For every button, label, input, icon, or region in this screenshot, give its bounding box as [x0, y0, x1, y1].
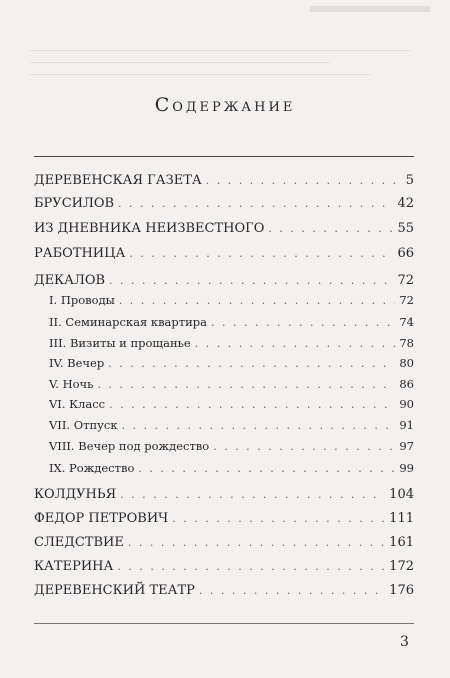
toc-entry-title: РАБОТНИЦА — [34, 246, 126, 261]
bottom-rule — [34, 623, 414, 624]
dot-leader — [109, 274, 393, 287]
dot-leader — [268, 222, 393, 235]
toc-entry — [34, 418, 414, 432]
toc-entry-page: 176 — [389, 583, 414, 598]
toc-entry-title: III. Визиты и прощанье — [49, 336, 191, 350]
toc-entry-page: 161 — [389, 535, 414, 550]
toc-entry-title: КОЛДУНЬЯ — [34, 487, 117, 502]
toc-entry-page: 72 — [397, 273, 414, 288]
dot-leader — [118, 197, 393, 210]
dot-leader — [117, 560, 385, 573]
page-number: 3 — [400, 634, 409, 650]
toc-entry-title: IV. Вечер — [49, 356, 105, 370]
toc-entry-page: 104 — [389, 487, 414, 502]
toc-entry-title: ДЕКАЛОВ — [34, 273, 106, 288]
dot-leader — [119, 294, 396, 307]
toc-entry — [34, 559, 414, 574]
toc-entry-title: ФЕДОР ПЕТРОВИЧ — [34, 511, 169, 526]
toc-entry-page: 78 — [399, 336, 414, 350]
toc-entry-title: СЛЕДСТВИЕ — [34, 535, 124, 550]
page-title: Содержание — [154, 94, 296, 116]
toc-entry-page: 86 — [399, 377, 414, 391]
toc-entry-title: VII. Отпуск — [49, 418, 118, 432]
toc-entry-page: 91 — [399, 418, 414, 432]
toc-entry-page: 99 — [399, 461, 414, 475]
toc-entry-title: VI. Класс — [49, 397, 106, 411]
dot-leader — [199, 584, 385, 597]
toc-entry — [34, 173, 414, 188]
toc-entry — [34, 439, 414, 453]
toc-entry — [34, 273, 414, 288]
toc-entry-title: ДЕРЕВЕНСКАЯ ГАЗЕТА — [34, 173, 202, 188]
toc-entry-page: 80 — [399, 356, 414, 370]
toc-entry-page: 74 — [399, 315, 414, 329]
dot-leader — [211, 316, 395, 329]
toc-entry — [34, 535, 414, 550]
toc-entry — [34, 356, 414, 370]
toc-entry-page: 42 — [397, 196, 414, 211]
dot-leader — [195, 337, 396, 350]
toc-entry-page: 66 — [397, 246, 414, 261]
dot-leader — [213, 440, 395, 453]
toc-entry — [34, 246, 414, 261]
dot-leader — [108, 357, 395, 370]
toc-entry — [34, 397, 414, 411]
dot-leader — [129, 247, 393, 260]
toc-entry-page: 5 — [405, 173, 414, 188]
toc-entry-page: 111 — [389, 511, 414, 526]
toc-entry-title: V. Ночь — [49, 377, 94, 391]
dot-leader — [97, 378, 395, 391]
toc-entry — [34, 336, 414, 350]
toc-entry — [34, 196, 414, 211]
table-of-contents — [34, 0, 414, 678]
toc-entry — [34, 487, 414, 502]
toc-entry-title: VIII. Вечер под рождество — [49, 439, 210, 453]
toc-entry-page: 55 — [397, 221, 414, 236]
toc-entry-title: ДЕРЕВЕНСКИЙ ТЕАТР — [34, 583, 195, 598]
toc-entry-title: II. Семинарская квартира — [49, 315, 208, 329]
dot-leader — [122, 419, 396, 432]
toc-entry — [34, 461, 414, 475]
toc-entry-title: I. Проводы — [49, 293, 115, 307]
toc-entry-title: ИЗ ДНЕВНИКА НЕИЗВЕСТНОГО — [34, 221, 265, 236]
dot-leader — [172, 512, 385, 525]
dot-leader — [109, 398, 395, 411]
toc-entry-title: КАТЕРИНА — [34, 559, 114, 574]
toc-entry — [34, 293, 414, 307]
toc-entry — [34, 221, 414, 236]
toc-entry-title: IX. Рождество — [49, 461, 135, 475]
toc-entry — [34, 377, 414, 391]
toc-entry-page: 172 — [389, 559, 414, 574]
toc-entry-page: 72 — [399, 293, 414, 307]
toc-entry-page: 90 — [399, 397, 414, 411]
toc-entry — [34, 583, 414, 598]
dot-leader — [138, 462, 395, 475]
dot-leader — [128, 536, 385, 549]
toc-entry-page: 97 — [399, 439, 414, 453]
toc-entry — [34, 511, 414, 526]
dot-leader — [120, 488, 385, 501]
toc-entry-title: БРУСИЛОВ — [34, 196, 115, 211]
toc-entry — [34, 315, 414, 329]
dot-leader — [206, 174, 398, 187]
